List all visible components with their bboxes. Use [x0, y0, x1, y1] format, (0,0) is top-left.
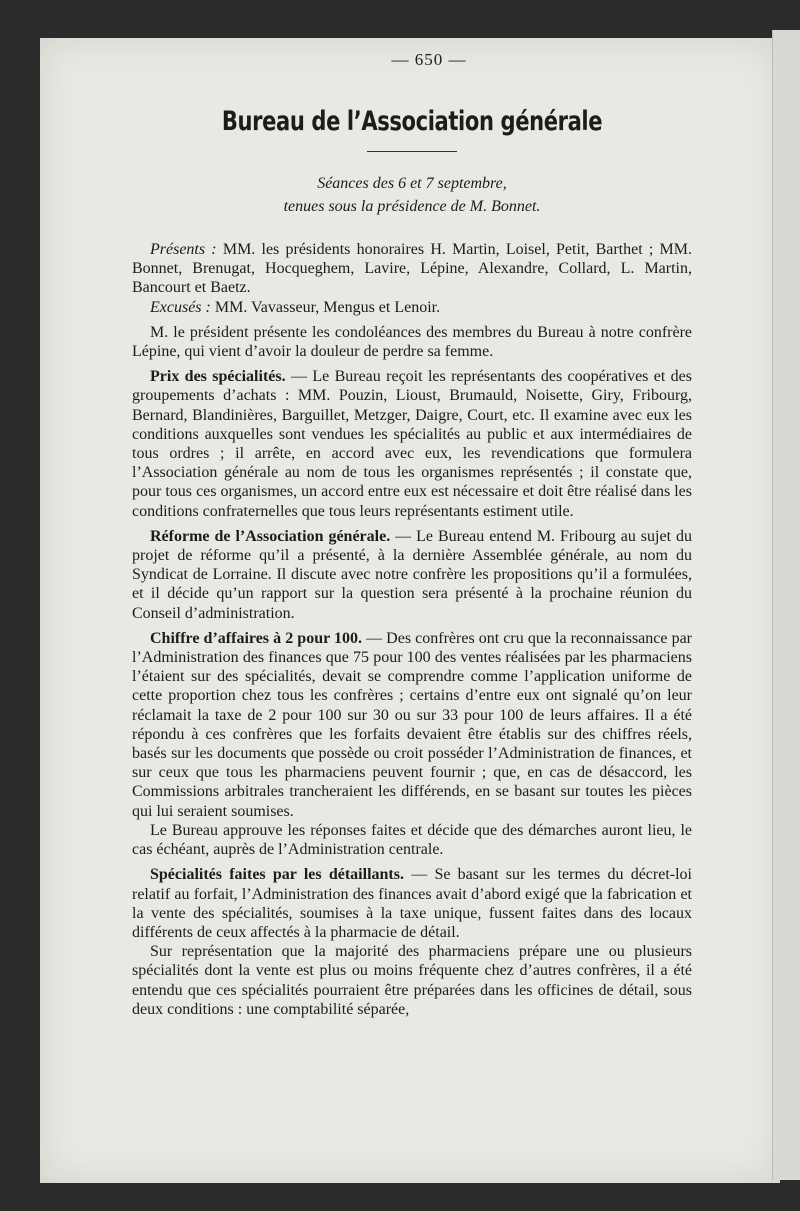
section-text: — Se basant sur les termes du décret-loi relatif au forfait, l’Administration des finances avait d’abord exigé que la fabrication et la vente des spécialités, soumises à la taxe unique, fussent faites dans des locaux différents de ceux affectés à la pharmacie de détail.: [132, 866, 692, 941]
excuses-label: Excusés :: [150, 298, 211, 316]
presents-label: Présents :: [150, 241, 217, 258]
presents-paragraph: [132, 240, 692, 298]
section-reforme: [132, 527, 692, 623]
subtitle-line-2: tenues sous la présidence de M. Bonnet.: [283, 198, 541, 215]
session-subtitle: [132, 172, 692, 218]
page-content: [132, 50, 692, 1025]
approbation-paragraph: Le Bureau approuve les réponses faites et décide que des démarches auront lieu, le cas échéant, auprès de l’Administration centrale.: [132, 821, 692, 859]
section-prix-specialites: [132, 367, 692, 521]
section-heading: Prix des spécialités.: [150, 368, 286, 386]
section-text: — Des confrères ont cru que la reconnaissance par l’Administration des finances que 75 pour 100 des ventes réalisées par les pharmaciens l’étaient sur des spécialités, devait se comprendre comme l’application uniforme de cette proportion chez tous les confrères ; certains d’entre eux ont signalé qu’on leur réclamait la taxe de 2 pour 100 sur 30 ou sur 33 pour 100 de leurs affaires. Il a été répondu à ces confrères que les forfaits devaient être établis sur des chiffres réels, basés sur les documents que possède ou croit posséder l’Administration de finances, et sur ceux que tous les pharmaciens peuvent fournir ; que, en cas de désaccord, les Commissions arbitrales trancheraient les différends, en se basant sur toutes les pièces qui lui seraient soumises.: [132, 629, 693, 820]
section-specialites-detaillants: [132, 865, 692, 942]
section-text: — Le Bureau entend M. Fribourg au sujet du projet de réforme qu’il a présenté, à la dernière Assemblée générale, au nom du Syndicat de Lorraine. Il discute avec notre confrère les propositions qu’il a formulées, et il décide qu’un rapport sur la question sera présenté à la prochaine réunion du Conseil d’administration.: [132, 527, 693, 622]
section-heading: Spécialités faites par les détaillants.: [150, 866, 404, 884]
minutes-body: [132, 240, 692, 1019]
section-heading: Réforme de l’Association générale.: [150, 527, 391, 545]
representation-paragraph: Sur représentation que la majorité des pharmaciens prépare une ou plusieurs spécialités dont la vente est plus ou moins fréquente chez d’autres confrères, il a été entendu que ces spécialités pourraient être préparées dans les officines de détail, sous deux conditions : une comptabilité séparée,: [132, 943, 692, 1018]
title-divider: [367, 151, 457, 152]
excuses-text: MM. Vavasseur, Mengus et Lenoir.: [210, 298, 441, 316]
condoleances-paragraph: M. le président présente les condoléances des membres du Bureau à notre confrère Lépine, qui vient d’avoir la douleur de perdre sa femme.: [132, 323, 692, 361]
presents-text: MM. les présidents honoraires H. Martin, Loisel, Petit, Barthet ; MM. Bonnet, Brenugat, Hocqueghem, Lavire, Lépine, Alexandre, Collard, L. Martin, Bancourt et Baetz.: [132, 241, 692, 297]
page-number: — 650 —: [391, 50, 467, 69]
section-text: — Le Bureau reçoit les représentants des coopératives et des groupements d’achats : MM. Pouzin, Lioust, Brumauld, Noisette, Giry, Fribourg, Bernard, Blandinières, Barguillet, Metzger, Daigre, Court, etc. Il examine avec eux les conditions auxquelles sont vendues les spécialités au public et aux intermédiaires de tous ordres ; il arrête, en accord avec eux, les revendications que formulera l’Association générale au nom de tous les organismes représentés ; il constate que, pour tous ces organismes, un accord entre eux est nécessaire et doit être réalisé dans les conditions confraternelles que tous leurs représentants estiment utile.: [132, 368, 693, 520]
section-heading: Chiffre d’affaires à 2 pour 100.: [150, 629, 362, 647]
excuses-paragraph: [132, 298, 692, 317]
next-page-edge: [772, 30, 800, 1180]
subtitle-line-1: Séances des 6 et 7 septembre,: [317, 175, 507, 192]
section-chiffre-affaires: [132, 629, 692, 821]
page-title: Bureau de l’Association générale: [221, 106, 603, 137]
